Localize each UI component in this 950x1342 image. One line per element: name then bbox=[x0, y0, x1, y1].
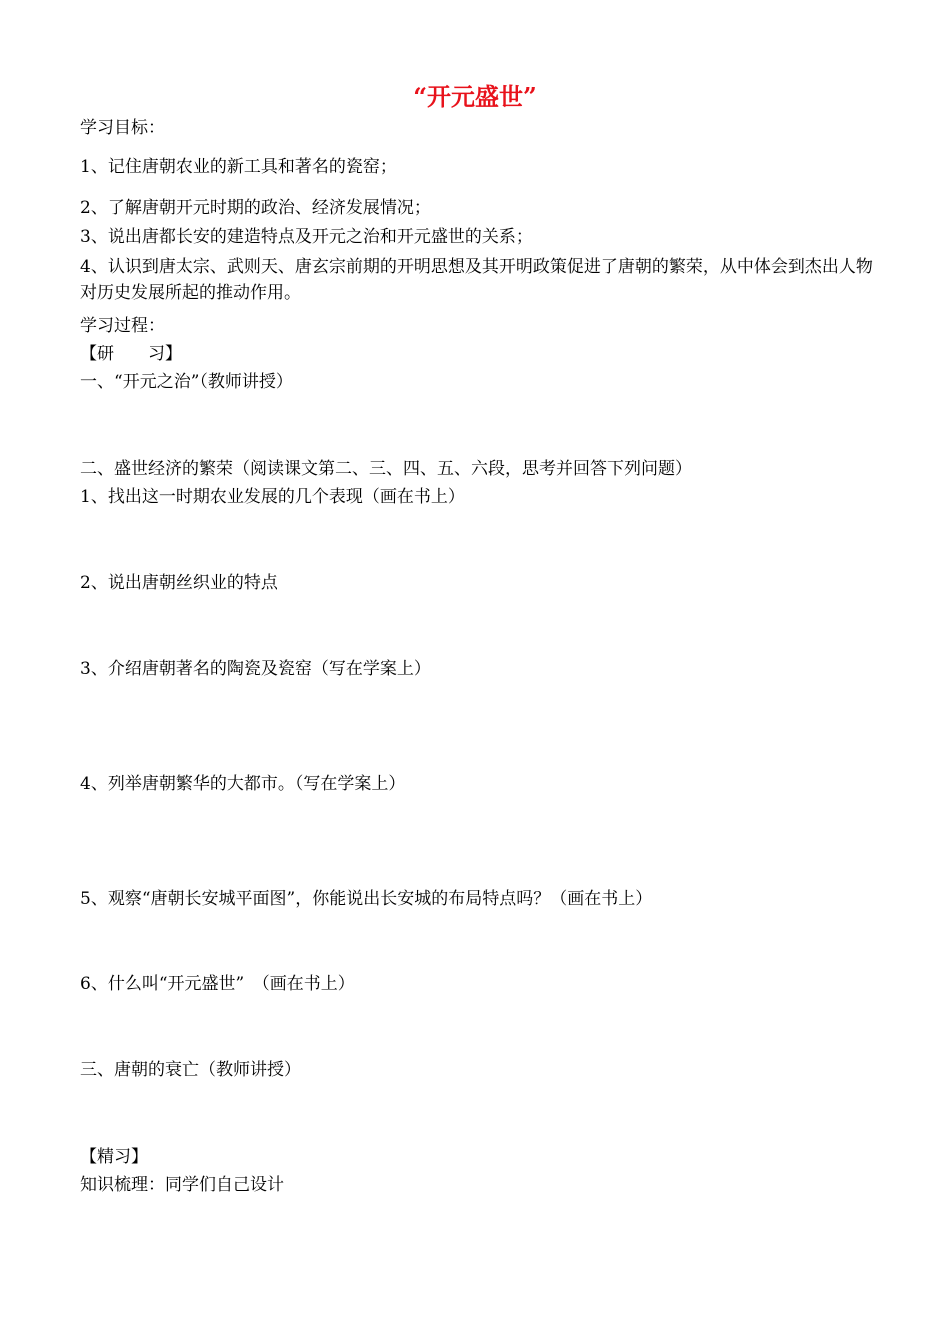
section-2: 二、盛世经济的繁荣（阅读课文第二、三、四、五、六段，思考并回答下列问题） bbox=[80, 459, 692, 479]
question-3: 3、介绍唐朝著名的陶瓷及瓷窑（写在学案上） bbox=[80, 659, 431, 679]
page-title: “开元盛世” bbox=[413, 82, 537, 111]
section-3: 三、唐朝的衰亡（教师讲授） bbox=[80, 1060, 301, 1080]
practice-label: 【精习】 bbox=[80, 1147, 148, 1167]
question-2: 2、说出唐朝丝织业的特点 bbox=[80, 573, 278, 593]
study-label: 【研 习】 bbox=[80, 344, 182, 364]
process-heading: 学习过程： bbox=[80, 316, 165, 336]
objective-1: 1、记住唐朝农业的新工具和著名的瓷窑； bbox=[80, 157, 397, 177]
question-5: 5、观察“唐朝长安城平面图”，你能说出长安城的布局特点吗？（画在书上） bbox=[80, 889, 653, 909]
section-1: 一、“开元之治”（教师讲授） bbox=[80, 372, 293, 392]
objective-4: 4、认识到唐太宗、武则天、唐玄宗前期的开明思想及其开明政策促进了唐朝的繁荣，从中体会到杰出人物对历史发展所起的推动作用。 bbox=[80, 257, 873, 303]
question-6: 6、什么叫“开元盛世” （画在书上） bbox=[80, 974, 355, 994]
knowledge-line: 知识梳理：同学们自己设计 bbox=[80, 1175, 284, 1195]
question-4: 4、列举唐朝繁华的大都市。（写在学案上） bbox=[80, 774, 406, 794]
question-1: 1、找出这一时期农业发展的几个表现（画在书上） bbox=[80, 487, 465, 507]
objective-2: 2、了解唐朝开元时期的政治、经济发展情况； bbox=[80, 198, 431, 218]
objective-3: 3、说出唐都长安的建造特点及开元之治和开元盛世的关系； bbox=[80, 227, 533, 247]
objectives-heading: 学习目标： bbox=[80, 118, 165, 138]
